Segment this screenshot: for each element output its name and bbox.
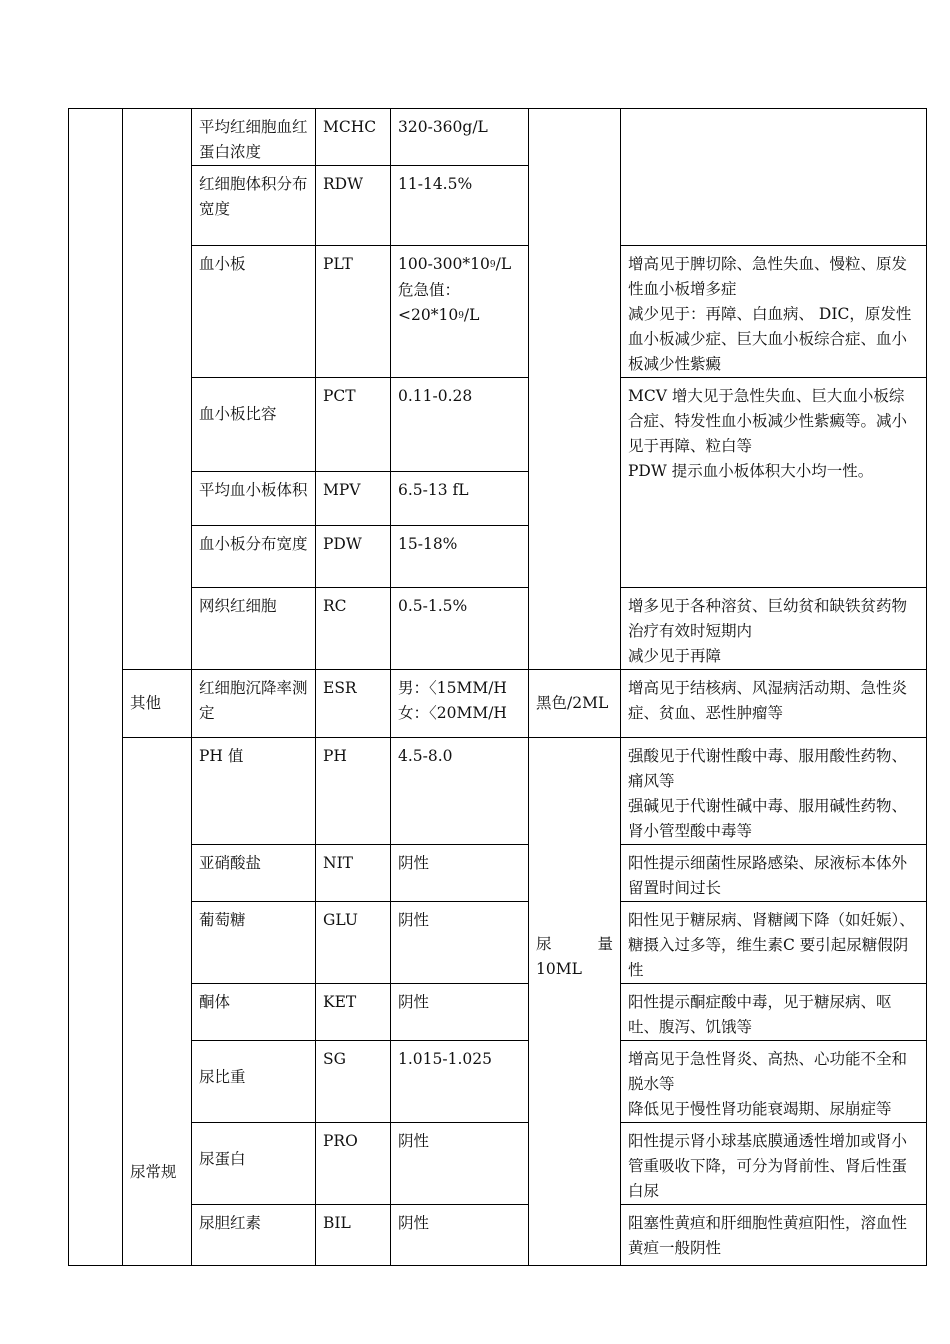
item-note: 阳性提示细菌性尿路感染、尿液标本体外留置时间过长 <box>621 845 927 902</box>
item-abbr: KET <box>316 984 391 1041</box>
item-abbr: RC <box>316 588 391 670</box>
item-abbr: PDW <box>316 526 391 588</box>
item-name: 血小板比容 <box>192 378 316 472</box>
item-ref: 0.11-0.28 <box>391 378 529 472</box>
item-abbr: ESR <box>316 670 391 738</box>
lab-reference-table <box>68 108 927 1266</box>
table-row <box>69 984 927 1041</box>
table-row <box>69 588 927 670</box>
item-name: 葡萄糖 <box>192 902 316 984</box>
table-row <box>69 1205 927 1266</box>
specimen-cell: 黑色/2ML <box>529 670 621 738</box>
item-abbr: NIT <box>316 845 391 902</box>
item-ref: 4.5-8.0 <box>391 738 529 845</box>
item-ref: 0.5-1.5% <box>391 588 529 670</box>
item-abbr: SG <box>316 1041 391 1123</box>
table-row <box>69 1123 927 1205</box>
table-row <box>69 738 927 845</box>
item-name: 红细胞沉降率测定 <box>192 670 316 738</box>
item-abbr: PRO <box>316 1123 391 1205</box>
item-abbr: MCHC <box>316 109 391 166</box>
item-ref: 320-360g/L <box>391 109 529 166</box>
table-row <box>69 902 927 984</box>
item-note: 增高见于急性肾炎、高热、心功能不全和脱水等 降低见于慢性肾功能衰竭期、尿崩症等 <box>621 1041 927 1123</box>
item-ref: 男：〈15MM/H 女：〈20MM/H <box>391 670 529 738</box>
item-name: 平均血小板体积 <box>192 472 316 526</box>
item-abbr: PCT <box>316 378 391 472</box>
item-ref: $100-300*10^9/L$ 危急值： $<20*10^9/L$ <box>391 246 529 378</box>
item-note: MCV 增大见于急性失血、巨大血小板综合症、特发性血小板减少性紫癜等。减小见于再障、粒白等 PDW 提示血小板体积大小均一性。 <box>621 378 927 588</box>
table-row <box>69 378 927 472</box>
blank-cell <box>69 109 123 1266</box>
item-ref: 阴性 <box>391 984 529 1041</box>
blank-cell <box>621 109 927 246</box>
item-note: 增多见于各种溶贫、巨幼贫和缺铁贫药物治疗有效时短期内 减少见于再障 <box>621 588 927 670</box>
item-name: 尿比重 <box>192 1041 316 1123</box>
table-row <box>69 845 927 902</box>
table-row <box>69 670 927 738</box>
item-ref: 11-14.5% <box>391 166 529 246</box>
item-abbr: PH <box>316 738 391 845</box>
item-name: 酮体 <box>192 984 316 1041</box>
item-name: 尿胆红素 <box>192 1205 316 1266</box>
item-abbr: MPV <box>316 472 391 526</box>
table-row <box>69 1041 927 1123</box>
item-name: 血小板 <box>192 246 316 378</box>
item-name: PH 值 <box>192 738 316 845</box>
item-abbr: GLU <box>316 902 391 984</box>
item-abbr: BIL <box>316 1205 391 1266</box>
table-row <box>69 246 927 378</box>
item-abbr: RDW <box>316 166 391 246</box>
item-ref: 15-18% <box>391 526 529 588</box>
item-note: 增高见于脾切除、急性失血、慢粒、原发性血小板增多症 减少见于：再障、白血病、 DIC，原发性血小板减少症、巨大血小板综合症、血小板减少性紫癜 <box>621 246 927 378</box>
item-name: 红细胞体积分布宽度 <box>192 166 316 246</box>
item-ref: 阴性 <box>391 1205 529 1266</box>
specimen-cell <box>529 109 621 670</box>
item-ref: 阴性 <box>391 902 529 984</box>
item-ref: 阴性 <box>391 1123 529 1205</box>
item-name: 网织红细胞 <box>192 588 316 670</box>
specimen-cell: 尿 量 10ML <box>529 738 621 1266</box>
item-ref: 阴性 <box>391 845 529 902</box>
item-note: 强酸见于代谢性酸中毒、服用酸性药物、痛风等 强碱见于代谢性碱中毒、服用碱性药物、肾小管型酸中毒等 <box>621 738 927 845</box>
item-note: 增高见于结核病、风湿病活动期、急性炎症、贫血、恶性肿瘤等 <box>621 670 927 738</box>
table-row <box>69 109 927 166</box>
item-note: 阳性提示酮症酸中毒，见于糖尿病、呕吐、腹泻、饥饿等 <box>621 984 927 1041</box>
item-name: 血小板分布宽度 <box>192 526 316 588</box>
item-name: 尿蛋白 <box>192 1123 316 1205</box>
category-urine: 尿常规 <box>123 738 192 1266</box>
item-name: 亚硝酸盐 <box>192 845 316 902</box>
item-name: 平均红细胞血红蛋白浓度 <box>192 109 316 166</box>
item-note: 阳性提示肾小球基底膜通透性增加或肾小管重吸收下降，可分为肾前性、肾后性蛋白尿 <box>621 1123 927 1205</box>
item-ref: 6.5-13 fL <box>391 472 529 526</box>
item-ref: 1.015-1.025 <box>391 1041 529 1123</box>
blank-cell <box>123 109 192 670</box>
item-note: 阻塞性黄疸和肝细胞性黄疸阳性，溶血性黄疸一般阴性 <box>621 1205 927 1266</box>
category-other: 其他 <box>123 670 192 738</box>
item-abbr: PLT <box>316 246 391 378</box>
item-note: 阳性见于糖尿病、肾糖阈下降（如妊娠）、糖摄入过多等，维生素C 要引起尿糖假阴性 <box>621 902 927 984</box>
